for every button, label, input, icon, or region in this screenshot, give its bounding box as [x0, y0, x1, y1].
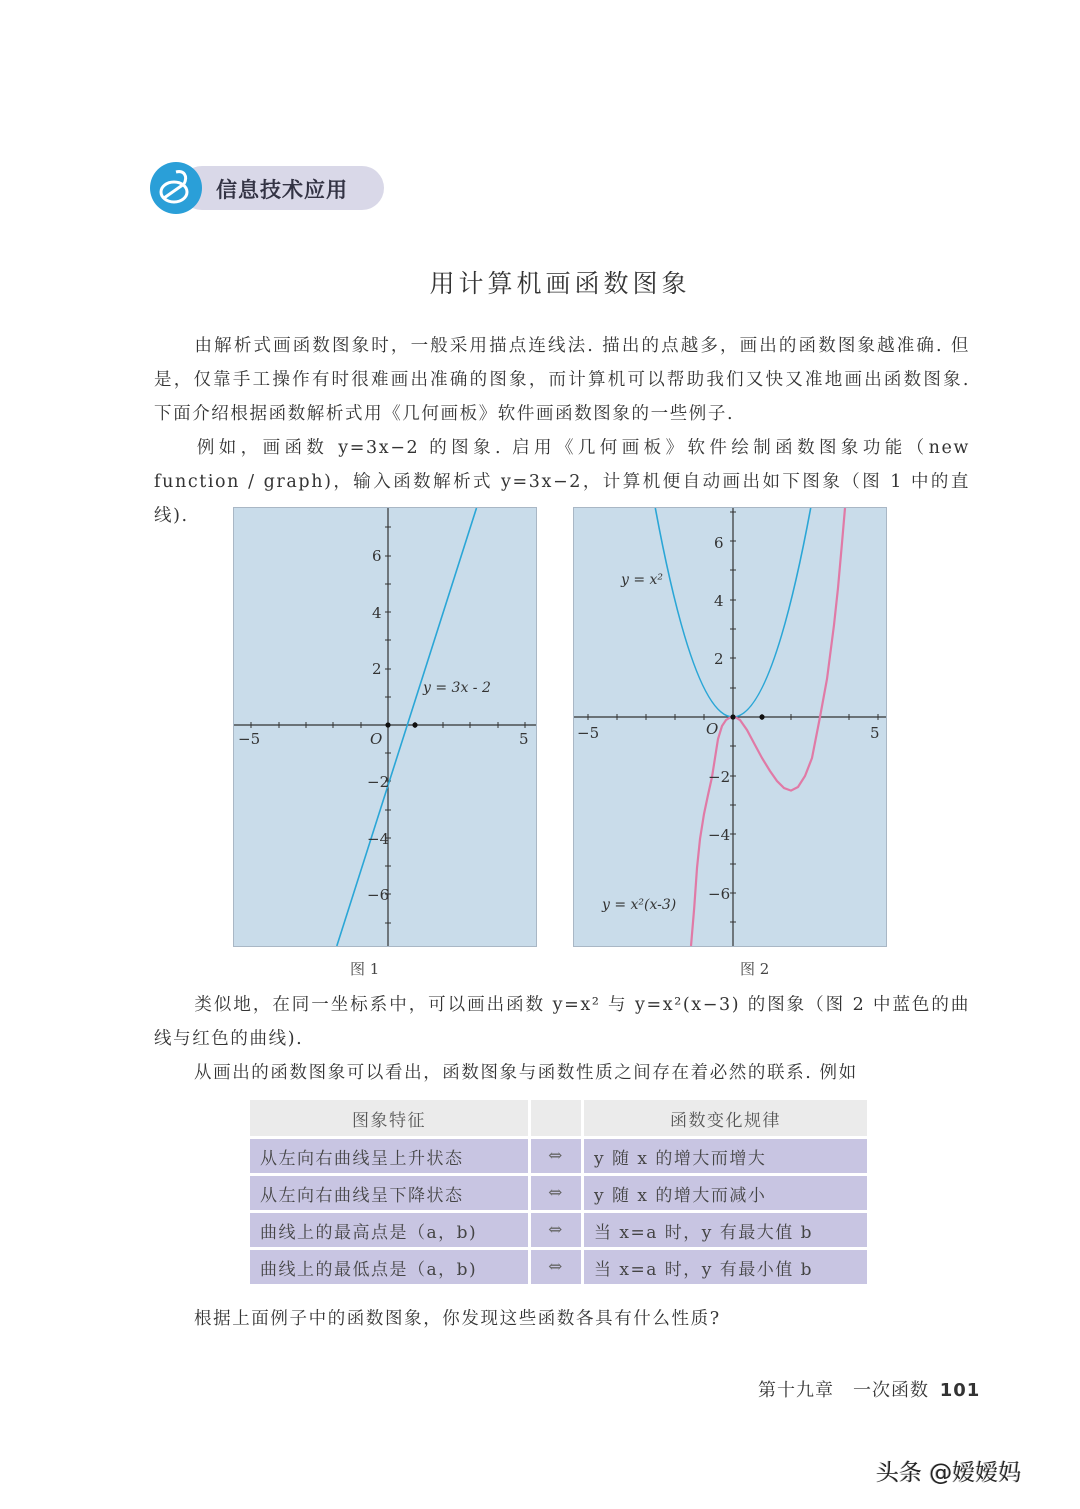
svg-text:O: O: [370, 730, 383, 748]
equivalence-icon: ⇔: [531, 1176, 584, 1210]
svg-text:y = x²(x-3): y = x²(x-3): [602, 897, 677, 913]
table-header-row: [250, 1100, 870, 1136]
table-cell-rule: y 随 x 的增大而减小: [584, 1176, 870, 1210]
paragraph-question: [154, 1302, 970, 1336]
figure-1-caption: 图 1: [350, 960, 380, 978]
svg-text:4: 4: [372, 604, 382, 622]
chart-2-plot: [574, 508, 886, 946]
section-badge-label: 信息技术应用: [216, 178, 348, 202]
watermark: 头条 @嫒嫒妈: [876, 1460, 1022, 1486]
svg-text:4: 4: [714, 592, 724, 610]
paragraph-text: 根据上面例子中的函数图象，你发现这些函数各具有什么性质?: [194, 1309, 721, 1329]
equivalence-icon: ⇔: [531, 1213, 584, 1247]
table-row: [250, 1176, 870, 1210]
table-cell-rule: 当 x=a 时，y 有最大值 b: [584, 1213, 870, 1247]
table-cell-feature: 曲线上的最低点是（a，b): [250, 1250, 531, 1284]
svg-text:2: 2: [714, 650, 724, 668]
table-header-arrow: [531, 1100, 584, 1136]
svg-text:−2: −2: [367, 773, 390, 791]
properties-table: [250, 1097, 870, 1287]
table-header-rule: 函数变化规律: [584, 1100, 870, 1136]
table-row: [250, 1250, 870, 1284]
page-footer: [758, 1376, 980, 1402]
paragraph-text: 例如，画函数 y=3x−2 的图象. 启用《几何画板》软件绘制函数图象功能（new function / graph)，输入函数解析式 y=3x−2，计算机便自动画出如下图象（图 1 中的直线).: [154, 438, 970, 526]
svg-text:−6: −6: [367, 886, 390, 904]
paragraph-text: 类似地，在同一坐标系中，可以画出函数 y=x² 与 y=x²(x−3) 的图象（图 2 中蓝色的曲线与红色的曲线).: [154, 995, 970, 1049]
table-row: [250, 1139, 870, 1173]
svg-text:y = 3x - 2: y = 3x - 2: [423, 680, 491, 696]
svg-text:−5: −5: [238, 730, 261, 748]
table-cell-feature: 曲线上的最高点是（a，b): [250, 1213, 531, 1247]
svg-text:6: 6: [372, 547, 382, 565]
table-cell-feature: 从左向右曲线呈下降状态: [250, 1176, 531, 1210]
chart-1-plot: [234, 508, 536, 946]
svg-text:−4: −4: [708, 826, 731, 844]
svg-text:−5: −5: [577, 724, 600, 742]
mouse-icon: [150, 162, 202, 214]
svg-text:O: O: [706, 720, 719, 738]
svg-text:5: 5: [870, 724, 880, 742]
paragraph-text: 从画出的函数图象可以看出，函数图象与函数性质之间存在着必然的联系. 例如: [194, 1063, 858, 1083]
equivalence-icon: ⇔: [531, 1139, 584, 1173]
svg-text:5: 5: [519, 730, 529, 748]
paragraph-intro: [154, 329, 970, 431]
table-cell-rule: 当 x=a 时，y 有最小值 b: [584, 1250, 870, 1284]
figure-2-caption: 图 2: [740, 960, 770, 978]
table-cell-rule: y 随 x 的增大而增大: [584, 1139, 870, 1173]
paragraph-text: 由解析式画函数图象时，一般采用描点连线法. 描出的点越多，画出的函数图象越准确. 但是，仅靠手工操作有时很难画出准确的图象，而计算机可以帮助我们又快又准地画出函数图象. 下面介绍根据函数解析式用《几何画板》软件画函数图象的一些例子.: [154, 336, 970, 424]
table-cell-feature: 从左向右曲线呈上升状态: [250, 1139, 531, 1173]
table-header-feature: 图象特征: [250, 1100, 531, 1136]
section-badge: [150, 162, 384, 214]
equivalence-icon: ⇔: [531, 1250, 584, 1284]
paragraph-relation: [154, 1056, 970, 1090]
svg-text:6: 6: [714, 534, 724, 552]
svg-text:y = x²: y = x²: [621, 572, 664, 588]
svg-text:−4: −4: [367, 830, 390, 848]
page-title: 用计算机画函数图象: [429, 269, 691, 298]
paragraph-similar: [154, 988, 970, 1056]
svg-text:−2: −2: [708, 768, 731, 786]
page-number: 101: [939, 1380, 981, 1401]
chapter-label: 第十九章 一次函数: [758, 1380, 929, 1401]
table-row: [250, 1213, 870, 1247]
chart-figure-2: [573, 507, 887, 947]
chart-figure-1: [233, 507, 537, 947]
svg-text:−6: −6: [708, 885, 731, 903]
svg-text:2: 2: [372, 660, 382, 678]
